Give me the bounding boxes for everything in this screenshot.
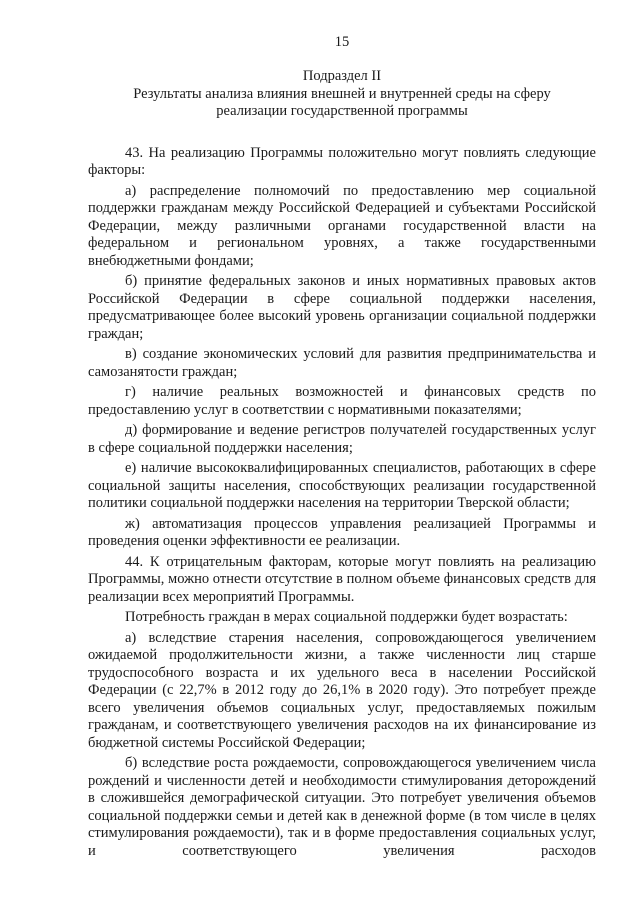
needs-item-a: а) вследствие старения населения, сопровождающегося увеличением ожидаемой продолжительности жизни, а также численности лиц старше трудоспособного возраста и их удельного веса в населении Российской Федерации (с 22,7% в 2012 году до 26,1% в 2020 году). Это потребует прежде всего увеличения объемов социальных услуг, предоставляемых пожилым гражданам, и соответствующего увеличения расходов на их финансирование из бюджетной системы Российской Федерации; xyxy=(88,629,596,751)
section-title-line-1: Результаты анализа влияния внешней и внутренней среды на сферу xyxy=(133,85,551,102)
list-item-g: г) наличие реальных возможностей и финансовых средств по предоставлению услуг в соответствии с нормативными показателями; xyxy=(88,384,596,418)
list-item-d: д) формирование и ведение регистров получателей государственных услуг в сфере социальной поддержки населения; xyxy=(88,422,596,456)
list-item-zh: ж) автоматизация процессов управления реализацией Программы и проведения оценки эффективности ее реализации. xyxy=(88,515,596,549)
list-item-a: а) распределение полномочий по предоставлению мер социальной поддержки гражданам между Российской Федерацией и субъектами Российской Федерации, между различными органами государственной власти на федеральном и региональном уровнях, а также государственными внебюджетными фондами; xyxy=(88,182,596,269)
paragraph-43-intro: 43. На реализацию Программы положительно могут повлиять следующие факторы: xyxy=(88,144,596,178)
section-heading xyxy=(88,68,596,121)
document-body xyxy=(88,145,596,861)
paragraph-44: 44. К отрицательным факторам, которые могут повлиять на реализацию Программы, можно отнести отсутствие в полном объеме финансовых средств для реализации всех мероприятий Программы. xyxy=(88,553,596,605)
page-number: 15 xyxy=(334,34,350,50)
subsection-label: Подраздел II xyxy=(302,68,382,84)
list-item-v: в) создание экономических условий для развития предпринимательства и самозанятости граждан; xyxy=(88,346,596,380)
section-title-line-2: реализации государственной программы xyxy=(216,103,468,119)
paragraph-needs-intro: Потребность граждан в мерах социальной поддержки будет возрастать: xyxy=(125,609,568,625)
needs-item-b: б) вследствие роста рождаемости, сопровождающегося увеличением числа рождений и численности детей и необходимости стимулирования деторождений в сложившейся демографической ситуации. Это потребует увеличения объемов социальной поддержки семьи и детей как в денежной форме (в том числе в целях стимулирования рождаемости), так и в форме предоставления социальных услуг, и соответствующего увеличения расходов xyxy=(88,755,596,859)
list-item-b: б) принятие федеральных законов и иных нормативных правовых актов Российской Федерации в сфере социальной поддержки населения, предусматривающее более высокий уровень организации социальной поддержки граждан; xyxy=(88,273,596,342)
list-item-e: е) наличие высококвалифицированных специалистов, работающих в сфере социальной защиты населения, способствующих реализации государственной политики социальной поддержки населения на территории Тверской области; xyxy=(88,460,596,511)
